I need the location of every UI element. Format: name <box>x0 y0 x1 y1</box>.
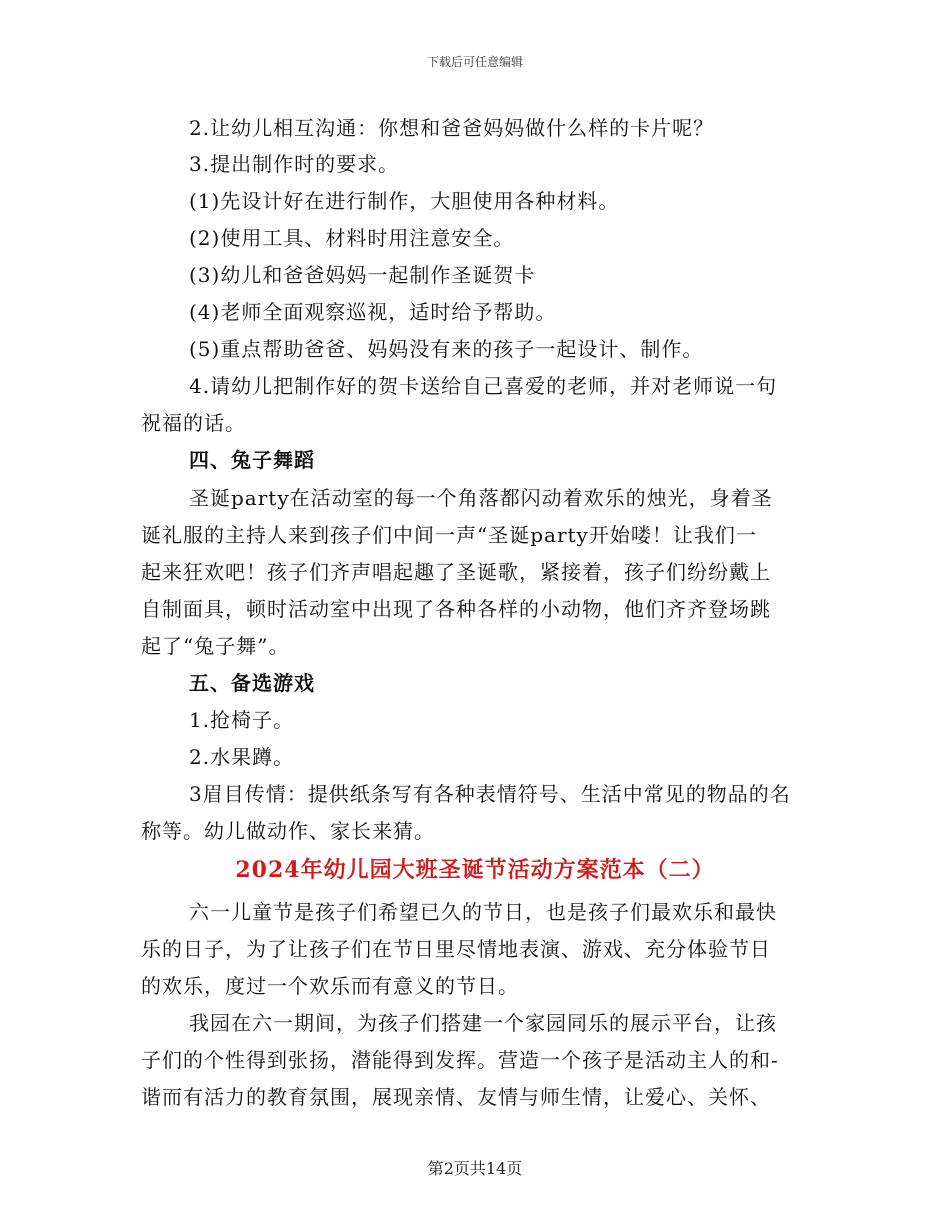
game-2-line: 2.水果蹲。 <box>189 745 295 769</box>
section-4-paragraph-line: 诞礼服的主持人来到孩子们中间一声“圣诞party开始喽！让我们一 <box>141 523 757 547</box>
body-paragraph-line: 乐的日子，为了让孩子们在节日里尽情地表演、游戏、充分体验节日 <box>141 937 771 961</box>
body-paragraph-line: 我园在六一期间，为孩子们搭建一个家园同乐的展示平台，让孩 <box>189 1011 777 1035</box>
substep-5-line: (5)重点帮助爸爸、妈妈没有来的孩子一起设计、制作。 <box>189 337 704 361</box>
body-paragraph-line: 的欢乐，度过一个欢乐而有意义的节日。 <box>141 974 519 998</box>
game-1-line: 1.抢椅子。 <box>189 708 295 732</box>
step-4-continuation: 祝福的话。 <box>141 411 246 435</box>
section-4-paragraph-line: 圣诞party在活动室的每一个角落都闪动着欢乐的烛光，身着圣 <box>189 486 773 510</box>
body-paragraph-line: 六一儿童节是孩子们希望已久的节日，也是孩子们最欢乐和最快 <box>189 900 777 924</box>
step-3-line: 3.提出制作时的要求。 <box>189 152 400 176</box>
section-4-paragraph-line: 起来狂欢吧！孩子们齐声唱起趣了圣诞歌，紧接着，孩子们纷纷戴上 <box>141 560 771 584</box>
page-number-footer: 第2页共14页 <box>427 1159 523 1178</box>
document-title: 2024年幼儿园大班圣诞节活动方案范本（二） <box>235 857 715 883</box>
step-2-line: 2.让幼儿相互沟通：你想和爸爸妈妈做什么样的卡片呢？ <box>189 116 715 140</box>
game-3-line: 3眉目传情：提供纸条写有各种表情符号、生活中常见的物品的名 <box>189 782 791 806</box>
substep-3-line: (3)幼儿和爸爸妈妈一起制作圣诞贺卡 <box>189 263 536 287</box>
body-paragraph-line: 谐而有活力的教育氛围，展现亲情、友情与师生情，让爱心、关怀、 <box>141 1085 771 1109</box>
header-note: 下载后可任意编辑 <box>426 55 523 69</box>
substep-1-line: (1)先设计好在进行制作，大胆使用各种材料。 <box>189 189 620 213</box>
substep-2-line: (2)使用工具、材料时用注意安全。 <box>189 226 515 250</box>
section-4-paragraph-line: 起了“兔子舞”。 <box>141 634 290 658</box>
section-4-heading: 四、兔子舞蹈 <box>189 448 315 472</box>
section-4-paragraph-line: 自制面具，顿时活动室中出现了各种各样的小动物，他们齐齐登场跳 <box>141 597 771 621</box>
step-4-line: 4.请幼儿把制作好的贺卡送给自己喜爱的老师，并对老师说一句 <box>189 374 778 398</box>
game-3-continuation: 称等。幼儿做动作、家长来猜。 <box>141 819 435 843</box>
body-paragraph-line: 子们的个性得到张扬，潜能得到发挥。营造一个孩子是活动主人的和- <box>141 1048 779 1072</box>
section-5-heading: 五、备选游戏 <box>189 671 315 695</box>
substep-4-line: (4)老师全面观察巡视，适时给予帮助。 <box>189 300 557 324</box>
